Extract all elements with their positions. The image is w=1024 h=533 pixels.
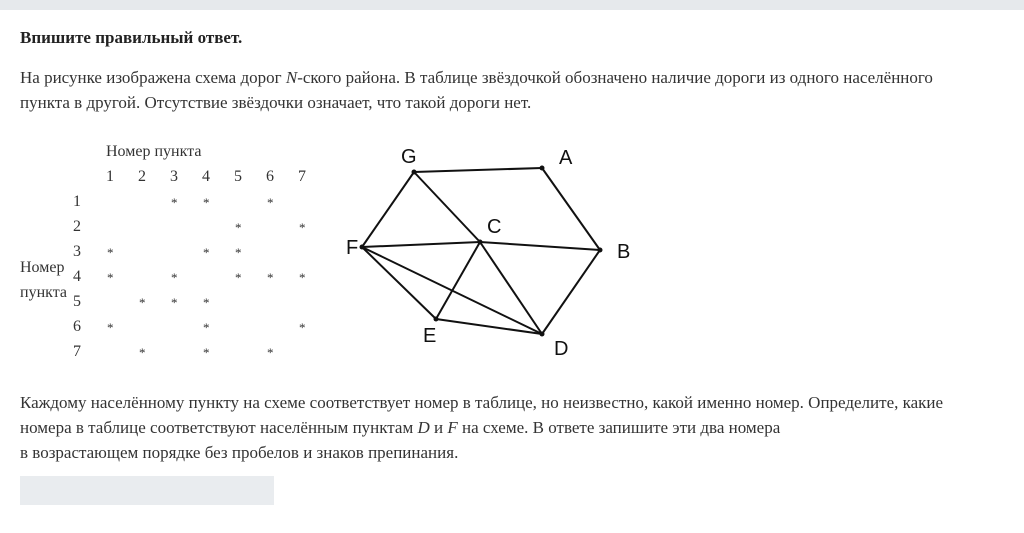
node-label-c: C: [487, 216, 502, 238]
question-line1: Каждому населённому пункту на схеме соответствует номер в таблице, но неизвестно, какой именно номер. Определите, какие: [20, 393, 944, 412]
road-C-D: [480, 242, 542, 334]
row-number: 1: [73, 193, 81, 210]
col-number: 7: [298, 168, 306, 185]
task-question: [20, 390, 1010, 465]
node-label-e: E: [423, 325, 437, 347]
road-star: *: [171, 295, 178, 310]
row-number: 4: [73, 268, 81, 285]
road-star: *: [299, 270, 306, 285]
row-number: 3: [73, 243, 81, 260]
road-star: *: [267, 345, 274, 360]
answer-input[interactable]: [20, 476, 274, 505]
node-label-b: B: [617, 241, 631, 263]
road-F-G: [362, 172, 414, 247]
node-label-g: G: [401, 146, 417, 168]
road-star: *: [235, 220, 242, 235]
adjacency-table: [0, 140, 330, 370]
question-line2-b: на схеме. В ответе запишите эти два номера: [457, 418, 781, 437]
road-star: *: [171, 195, 178, 210]
top-bar: [0, 0, 1024, 10]
road-star: *: [235, 270, 242, 285]
col-number: 2: [138, 168, 146, 185]
node-g: [412, 170, 417, 175]
row-header-line1: Номер: [20, 259, 65, 276]
question-line2-a: номера в таблице соответствуют населённым пунктам: [20, 418, 418, 437]
row-number: 6: [73, 318, 81, 335]
road-C-B: [480, 242, 600, 250]
task-intro: [20, 65, 1010, 115]
col-number: 6: [266, 168, 274, 185]
intro-before: На рисунке изображена схема дорог: [20, 68, 286, 87]
road-star: *: [235, 245, 242, 260]
road-star: *: [107, 245, 114, 260]
node-label-d: D: [554, 338, 569, 360]
row-number: 5: [73, 293, 81, 310]
road-star: *: [171, 270, 178, 285]
road-G-A: [414, 168, 542, 172]
node-d: [540, 332, 545, 337]
road-star: *: [107, 270, 114, 285]
col-number: 3: [170, 168, 178, 185]
road-graph: [330, 140, 660, 370]
row-number: 2: [73, 218, 81, 235]
intro-line2: пункта в другой. Отсутствие звёздочки означает, что такой дороги нет.: [20, 93, 532, 112]
road-star: *: [107, 320, 114, 335]
road-F-C: [362, 242, 480, 247]
node-b: [598, 248, 603, 253]
road-star: *: [203, 295, 210, 310]
road-star: *: [299, 220, 306, 235]
road-C-E: [436, 242, 480, 319]
road-star: *: [267, 270, 274, 285]
road-star: *: [203, 245, 210, 260]
road-B-D: [542, 250, 600, 334]
node-e: [434, 317, 439, 322]
question-var-f: F: [447, 418, 458, 437]
road-star: *: [299, 320, 306, 335]
task-heading: Впишите правильный ответ.: [20, 28, 243, 47]
col-number: 1: [106, 168, 114, 185]
row-number: 7: [73, 343, 81, 360]
col-number: 5: [234, 168, 242, 185]
node-c: [478, 240, 483, 245]
row-header: [20, 255, 67, 305]
question-var-d: D: [417, 418, 430, 437]
road-star: *: [267, 195, 274, 210]
road-star: *: [203, 195, 210, 210]
node-f: [360, 245, 365, 250]
intro-after: -ского района. В таблице звёздочкой обозначено наличие дороги из одного населённого: [297, 68, 933, 87]
road-G-C: [414, 172, 480, 242]
road-star: *: [203, 345, 210, 360]
road-star: *: [139, 345, 146, 360]
row-header-line2: пункта: [20, 284, 67, 301]
node-a: [540, 166, 545, 171]
col-number: 4: [202, 168, 210, 185]
road-star: *: [139, 295, 146, 310]
node-label-f: F: [346, 237, 359, 259]
column-header: Номер пункта: [106, 143, 202, 160]
road-star: *: [203, 320, 210, 335]
road-A-B: [542, 168, 600, 250]
road-E-F: [362, 247, 436, 319]
question-and: и: [429, 418, 448, 437]
question-line3: в возрастающем порядке без пробелов и знаков препинания.: [20, 443, 459, 462]
intro-variable: N: [285, 68, 298, 87]
node-label-a: A: [559, 147, 573, 169]
question-line2: [20, 415, 1010, 440]
